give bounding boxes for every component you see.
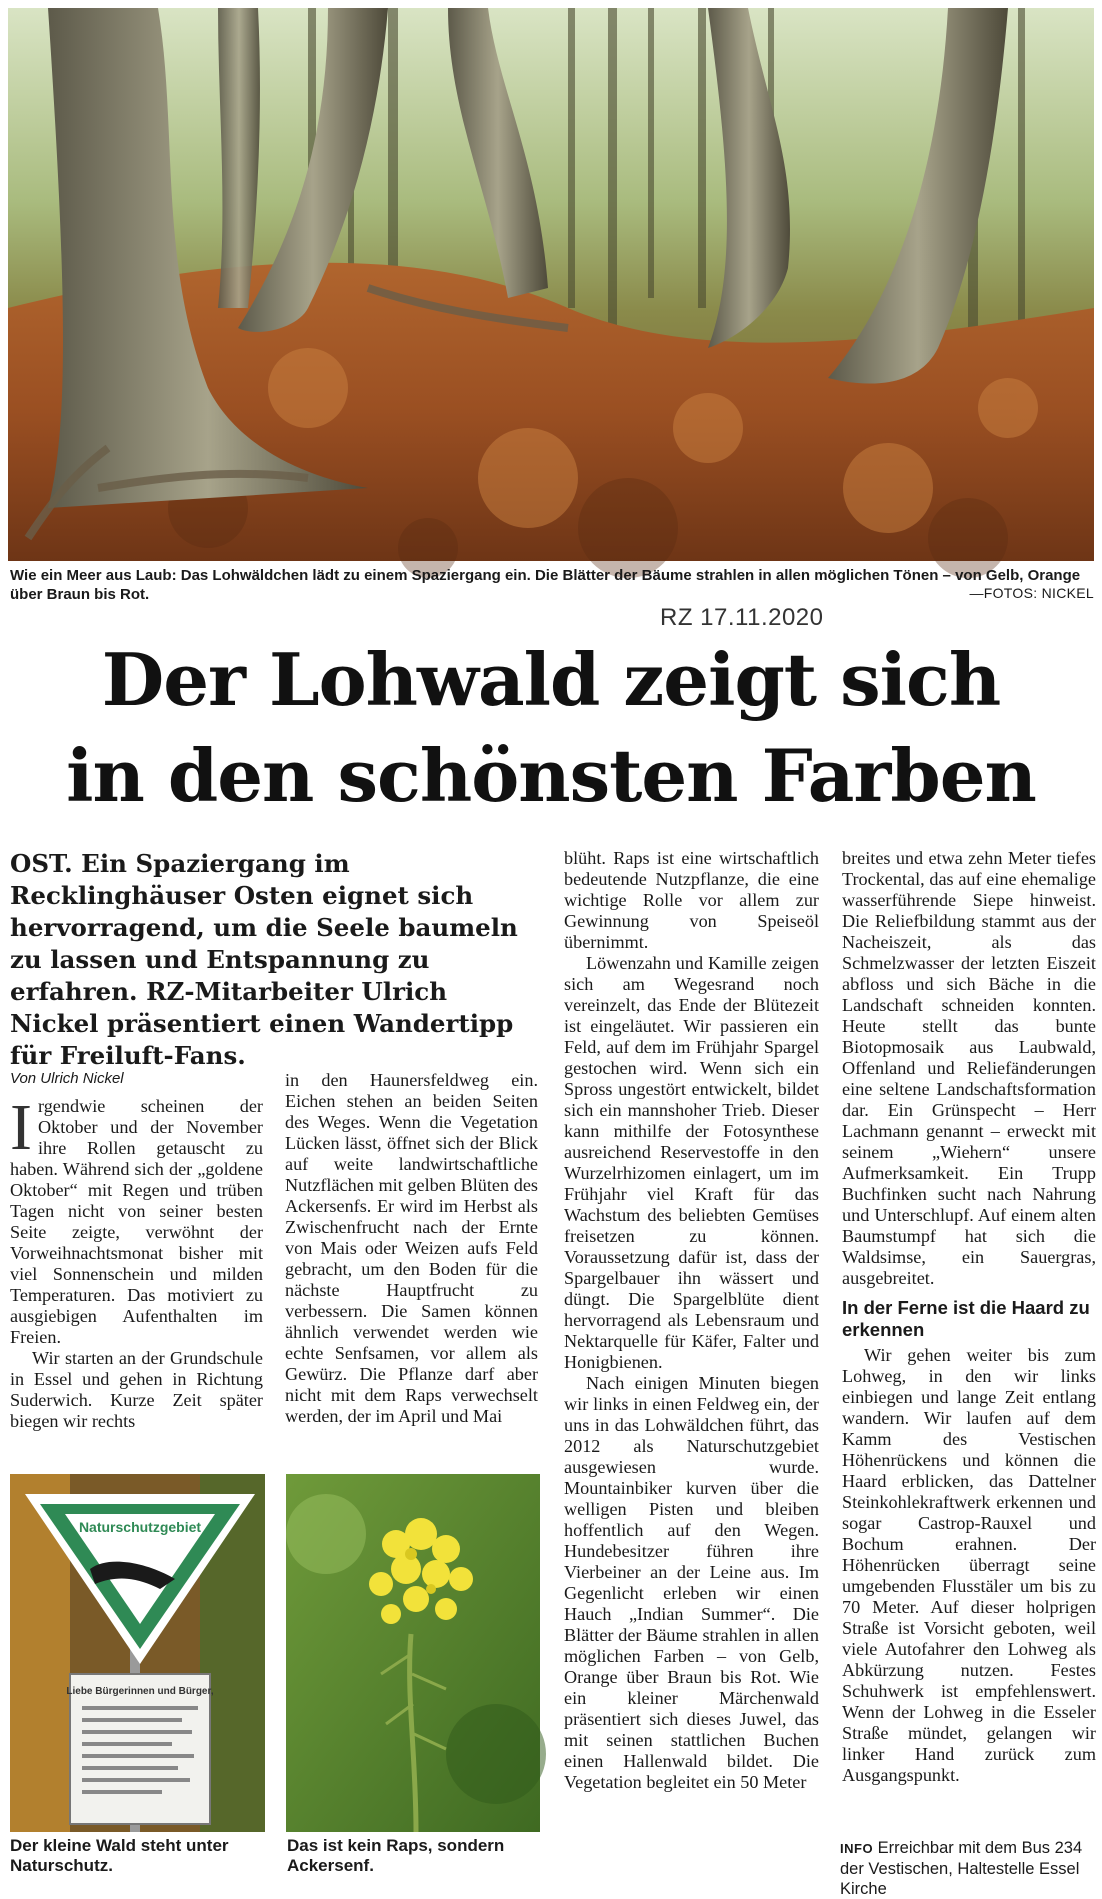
flower-illustration bbox=[286, 1474, 540, 1832]
date-stamp: RZ 17.11.2020 bbox=[660, 604, 824, 631]
lead-paragraph: OST. Ein Spaziergang im Recklinghäuser Osten eignet sich hervorragend, um die Seele baumeln zu lassen und Entspannung zu erfahren. RZ-Mitarbeiter Ulrich Nickel präsentiert einen Wandertipp für Freiluft-Fans. bbox=[10, 849, 518, 1070]
photo-nature-reserve-sign bbox=[10, 1474, 265, 1832]
info-box bbox=[840, 1838, 1098, 1899]
photo-caption-sign: Der kleine Wald steht unter Naturschutz. bbox=[10, 1836, 229, 1875]
article-paragraph: Wir starten an der Grundschule in Essel und gehen in Richtung Suderwich. Kurze Zeit später biegen wir rechts bbox=[10, 1348, 263, 1431]
headline-line-2: in den schönsten Farben bbox=[66, 733, 1036, 818]
forest-illustration bbox=[8, 8, 1094, 561]
photo-caption-text: Wie ein Meer aus Laub: Das Lohwäldchen lädt zu einem Spaziergang ein. Die Blätter der Bäume strahlen in allen möglichen Tönen – von Gelb, Orange über Braun bis Rot. bbox=[10, 567, 1081, 603]
photo-caption-flower: Das ist kein Raps, sondern Ackersenf. bbox=[287, 1836, 505, 1875]
article-paragraph: breites und etwa zehn Meter tiefes Trockental, das auf eine ehemalige wasserführende Siepe hinweist. Die Reliefbildung stammt aus der Nacheiszeit, als das Schmelzwasser der letzten Eiszeit abfloss und sich Bäche in die Landschaft schneiden konnten. Heute stellt das bunte Biotopmosaik aus Laubwald, Offenland und Reliefänderungen eine seltene Landschaftsformation dar. Ein Grünspecht – Herr Lachmann genannt – erweckt mit seinem „Wiehern“ unsere Aufmerksamkeit. Ein Trupp Buchfinken sucht nach Nahrung und Unterschlupf. Auf einem alten Baumstumpf hat sich die Waldsimse, ein Sauergras, ausgebreitet. bbox=[842, 848, 1096, 1288]
article-paragraph: Löwenzahn und Kamille zeigen sich am Wegesrand noch vereinzelt, das Ende der Blütezeit ist eingeläutet. Wir passieren ein Feld, auf dem im Frühjahr Spargel gestochen wird. Wenn sich ein Spross ungestört entwickelt, bildet sich ein mannshoher Trieb. Dieser kann mithilfe der Fotosynthese ausreichend Reservestoffe in den Wurzelrhizomen einlagert, um im Frühjahr viel Kraft für das Wachstum des beliebten Gemüses freisetzen zu können. Voraussetzung dafür ist, dass der Spargelbauer ihn wässert und düngt. Die Spargelblüte dient hervorragend als Lebensraum und Nektarquelle für Käfer, Falter und Honigbienen. bbox=[564, 953, 819, 1372]
photo-field-mustard bbox=[286, 1474, 540, 1832]
sign-title: Naturschutzgebiet bbox=[78, 1519, 202, 1535]
article-column-1 bbox=[10, 1091, 263, 1432]
photo-caption bbox=[10, 566, 1094, 604]
drop-cap: I bbox=[10, 1091, 32, 1164]
headline-line-1: Der Lohwald zeigt sich bbox=[101, 637, 1001, 722]
article-column-4 bbox=[842, 848, 1096, 1786]
article-paragraph bbox=[10, 1091, 263, 1348]
article-column-2 bbox=[285, 1070, 538, 1427]
article-paragraph: Nach einigen Minuten biegen wir links in einen Feldweg ein, der uns in das Lohwäldchen führt, das 2012 als Naturschutzgebiet ausgewiesen wurde. Mountainbiker kurven über die welligen Pisten und bleiben hoffentlich auf den Wegen. Hundebesitzer führen ihre Vierbeiner an der Leine aus. Im Gegenlicht erleben wir einen Hauch „Indian Summer“. Die Blätter der Bäume strahlen in allen möglichen Farben – von Gelb, Orange über Braun bis Rot. Wie ein kleiner Märchenwald präsentiert sich dieses Juwel, das mit seinen stattlichen Buchen einen Hallenwald bildet. Die Vegetation begleitet ein 50 Meter bbox=[564, 1373, 819, 1792]
article-paragraph: Wir gehen weiter bis zum Lohweg, in den wir links einbiegen und lange Zeit entlang wandern. Wir laufen auf dem Kamm des Vestischen Höhenrückens und können die Haard erblicken, das Dattelner Steinkohlekraftwerk erkennen und sogar Castrop-Rauxel und Bochum erahnen. Der Höhenrücken überragt seine umgebenden Flusstäler um bis zu 70 Meter. Auf dieser holprigen Straße ist Vorsicht geboten, weil viele Autofahrer den Lohweg als Abkürzung nutzen. Festes Schuhwerk ist empfehlenswert. Wenn der Lohweg in die Esseler Straße mündet, gelangen wir linker Hand zurück zum Ausgangspunkt. bbox=[842, 1345, 1096, 1785]
sign-board-heading: Liebe Bürgerinnen und Bürger, bbox=[66, 1686, 214, 1697]
headline bbox=[0, 632, 1102, 824]
photo-credit: —FOTOS: NICKEL bbox=[969, 585, 1094, 601]
article-column-3 bbox=[564, 848, 819, 1793]
article-paragraph: in den Haunersfeldweg ein. Eichen stehen an beiden Seiten des Weges. Wenn die Vegetation Lücken lässt, öffnet sich der Blick auf weite landwirtschaftliche Nutzflächen mit gelben Blüten des Ackersenfs. Er wird im Herbst als Zwischenfrucht nach der Ernte von Mais oder Weizen aufs Feld gebracht, um den Boden für die nächste Hauptfrucht zu verbessern. Die Samen können ähnlich verwendet werden wie echte Senfsamen, vor allem als Gewürz. Die Pflanze darf aber nicht mit dem Raps verwechselt werden, der im April und Mai bbox=[285, 1070, 538, 1426]
article-paragraph-text: rgendwie scheinen der Oktober und der November ihre Rollen getauscht zu haben. Während sich der „goldene Oktober“ mit Regen und trüben Tagen nicht von seiner besten Seite zeigte, verwöhnt der Vorweihnachtsmonat bisher mit viel Sonnenschein und milden Temperaturen. Das motiviert zu ausgiebigen Aufenthalten im Freien. bbox=[10, 1096, 263, 1347]
article-paragraph: blüht. Raps ist eine wirtschaftlich bedeutende Nutzpflanze, die eine wichtige Rolle vor allem zur Gewinnung von Speiseöl übernimmt. bbox=[564, 848, 819, 952]
info-label: INFO bbox=[840, 1841, 874, 1856]
hero-photo bbox=[8, 8, 1094, 561]
byline: Von Ulrich Nickel bbox=[10, 1070, 124, 1087]
info-text: Erreichbar mit dem Bus 234 der Vestischen, Haltestelle Essel Kirche bbox=[840, 1839, 1083, 1898]
article-subheading: In der Ferne ist die Haard zu erkennen bbox=[842, 1297, 1090, 1340]
sign-illustration bbox=[10, 1474, 265, 1832]
